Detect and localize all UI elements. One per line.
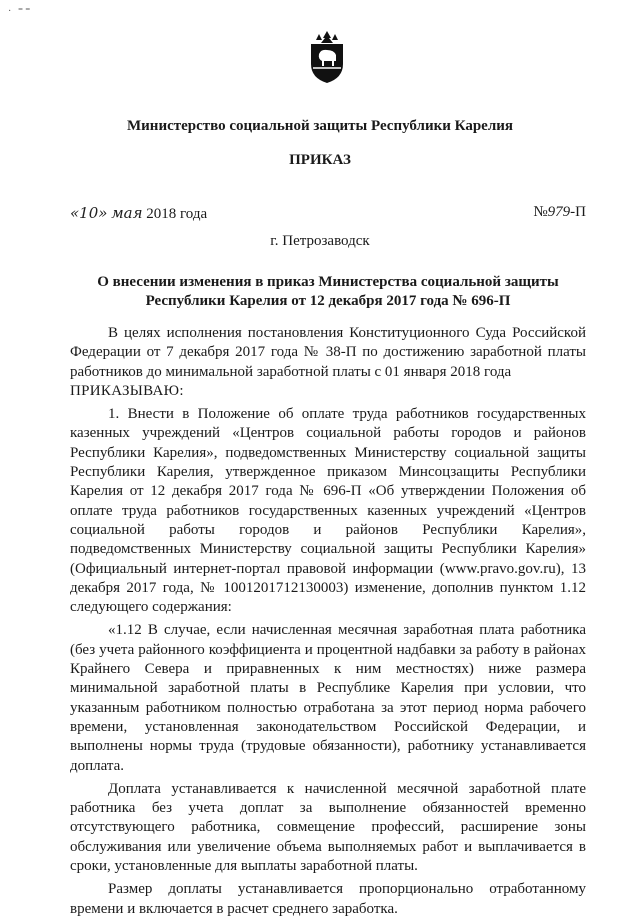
order-number-suffix: -П [570,204,586,220]
preamble-text: В целях исполнения постановления Конституционного Суда Российской Федерации от 7 декабря 2017 года № 38-П по достижению заработной платы работников до минимальной заработной платы с 01 января 2018 года [70,325,586,380]
paragraph-item-1: 1. Внести в Положение об оплате труда работников государственных казенных учреждений «Центров социальной работы городов и районов Республики Карелия», подведомственных Министерству социальной защиты Республики Карелия, утвержденное приказом Минсоцзащиты Республики Карелия от 12 декабря 2017 года № 696-П «Об утверждении Положения об оплате труда работников государственных казенных учреждений «Центров социальной работы городов и районов Республики Карелия», подведомственных Министерству социальной защиты Республики Карелия» (Официальный интернет-портал правовой информации (www.pravo.gov.ru), 13 декабря 2017 года, № 1001201712130003) изменение, дополнив пунктом 1.12 следующего содержания: [70,406,586,616]
date-year: 2018 года [146,206,208,222]
date-day: «10» [70,204,108,222]
order-title: О внесении изменения в приказ Министерства социальной защиты Республики Карелия от 12 декабря 2017 года № 696-П [97,274,559,309]
order-date [70,204,207,223]
order-keyword: ПРИКАЗЫВАЮ: [70,382,184,399]
ministry-name: Министерство социальной защиты Республики Карелия [127,118,513,134]
paragraph-surcharge-amount: Размер доплаты устанавливается пропорционально отработанному времени и включается в расчет среднего заработка. [70,881,586,917]
order-number-prefix: № [533,204,548,220]
order-body [70,324,586,923]
paragraph-item-1-12: «1.12 В случае, если начисленная месячная заработная плата работника (без учета районного коэффициента и процентной надбавки за работу в районах Крайнего Севера и приравненных к ним местностях) ниже размера минимальной заработной платы в Республике Карелия при условии, что указанным работником полностью отработана за этот период норма рабочего времени, установленная законодательством Российской Федерации, и выполнены нормы труда (трудовые обязанности), работнику устанавливается доплата. [70,622,586,774]
paragraph-preamble [70,324,586,401]
karelia-coat-of-arms-icon [307,30,347,84]
document-type: ПРИКАЗ [289,152,351,168]
order-number-value: 979 [547,204,571,220]
order-number [533,204,586,221]
paragraph-surcharge: Доплата устанавливается к начисленной месячной заработной плате работника без учета доплат за выполнение обязанностей временно отсутствующего работника, совмещение профессий, расширение зоны обслуживания или увеличение объема выполняемых работ и выплачивается в сроки, установленные для выплаты заработной платы. [70,780,586,875]
city: г. Петрозаводск [270,233,370,249]
date-month: мая [111,204,143,222]
corner-marks: · ⁼⁼ [8,6,33,17]
